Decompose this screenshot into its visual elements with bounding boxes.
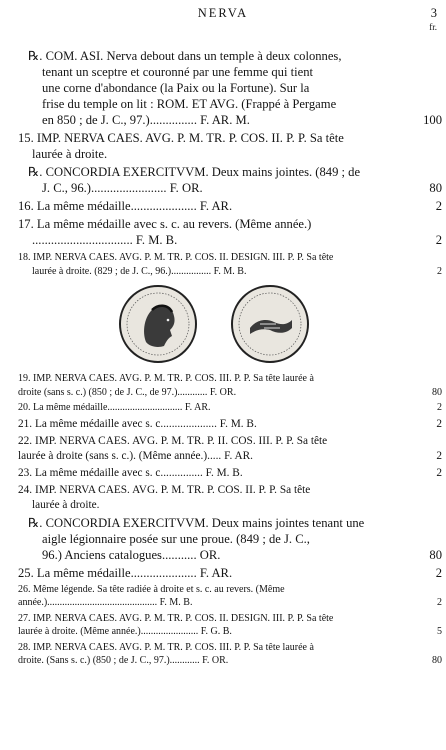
entry-line: laurée à droite. (829 ; de J. C., 96.)................ F. M. B. — [32, 265, 247, 277]
entry-line: ℞. COM. ASI. Nerva debout dans un temple à deux colonnes, — [28, 49, 342, 63]
entry-line: frise du temple on lit : ROM. ET AVG. (Frappé à Pergame — [42, 97, 337, 111]
catalog-entry — [18, 417, 442, 432]
entry-line: droite (sans s. c.) (850 ; de J. C., de 97.)............ F. OR. — [18, 386, 237, 398]
catalog-entry — [18, 48, 442, 128]
entry-price: 100 — [423, 113, 442, 127]
catalog-entry — [18, 164, 442, 196]
catalog-entry — [18, 198, 442, 214]
entry-line: J. C., 96.)........................ F. OR. — [42, 181, 203, 195]
entry-line: 20. La même médaille.............................. F. AR. — [18, 402, 211, 413]
entry-price: 2 — [437, 402, 442, 413]
catalog-entries — [18, 48, 442, 668]
entry-line: 26. Même légende. Sa tête radiée à droite et s. c. au revers. (Même — [18, 583, 285, 595]
entry-line: 27. IMP. NERVA CAES. AVG. P. M. TR. P. COS. II. DESIGN. III. P. P. Sa tête — [18, 612, 334, 624]
entry-line: 28. IMP. NERVA CAES. AVG. P. M. TR. P. COS. III. P. P. Sa tête laurée à — [18, 641, 314, 653]
catalog-entry — [18, 251, 442, 278]
entry-price: 80 — [432, 655, 442, 666]
entry-line: en 850 ; de J. C., 97.)............... F. AR. M. — [42, 113, 250, 127]
coin-obverse-image — [118, 284, 198, 364]
entry-price: 80 — [429, 547, 442, 562]
entry-line: ℞. CONCORDIA EXERCITVVM. Deux mains jointes. (849 ; de — [28, 165, 361, 179]
catalog-entry — [18, 565, 442, 581]
entry-price: 2 — [436, 466, 442, 479]
entry-price: 2 — [435, 565, 442, 580]
entry-line: laurée à droite. — [32, 147, 108, 161]
entry-line: aigle légionnaire posée sur une proue. (849 ; de J. C., — [42, 531, 310, 546]
catalog-entry — [18, 401, 442, 415]
page-title: NERVA — [197, 6, 249, 20]
entry-price: 5 — [437, 626, 442, 637]
entry-line: 17. La même médaille avec s. c. au revers. (Même année.) — [18, 217, 312, 231]
entry-line: 24. IMP. NERVA CAES. AVG. P. M. TR. P. COS. II. P. P. Sa tête — [18, 483, 311, 496]
catalog-entry — [18, 372, 442, 399]
entry-price: 2 — [437, 597, 442, 608]
entry-line: 18. IMP. NERVA CAES. AVG. P. M. TR. P. COS. II. DESIGN. III. P. P. Sa tête — [18, 252, 334, 263]
entry-line: 16. La même médaille..................... F. AR. — [18, 199, 233, 213]
catalog-entry — [18, 130, 394, 162]
entry-line: une corne d'abondance (la Paix ou la Fortune). Sur la — [42, 81, 310, 95]
coin-reverse-image — [230, 284, 310, 364]
entry-price: 2 — [436, 417, 442, 430]
catalog-entry — [18, 641, 442, 668]
entry-line: droite. (Sans s. c.) (850 ; de J. C., 97.)............ F. OR. — [18, 655, 229, 666]
entry-line: année.)............................................ F. M. B. — [18, 597, 193, 608]
entry-line: 25. La même médaille..................... F. AR. — [18, 565, 233, 580]
entry-line: 96.) Anciens catalogues........... OR. — [42, 547, 221, 562]
coin-illustration — [18, 284, 394, 366]
catalog-entry — [18, 483, 394, 513]
catalog-entry — [18, 466, 442, 481]
entry-line: ℞. CONCORDIA EXERCITVVM. Deux mains jointes tenant une — [28, 515, 365, 530]
entry-price: 2 — [435, 199, 442, 213]
catalog-entry — [18, 583, 442, 610]
currency-unit: fr. — [429, 22, 437, 32]
page-header — [0, 6, 446, 32]
entry-line: 23. La même médaille avec s. c............... F. M. B. — [18, 466, 243, 479]
entry-line: 15. IMP. NERVA CAES. AVG. P. M. TR. P. COS. II. P. P. Sa tête — [18, 131, 344, 145]
entry-price: 2 — [437, 265, 442, 277]
entry-line: 22. IMP. NERVA CAES. AVG. P. M. TR. P. II. COS. III. P. P. Sa tête — [18, 434, 328, 447]
page-number: 3 — [430, 6, 437, 20]
catalog-entry — [18, 434, 442, 464]
catalog-entry — [18, 216, 442, 248]
entry-price: 80 — [432, 386, 442, 398]
entry-line: ................................ F. M. B. — [32, 233, 178, 247]
entry-line: laurée à droite. (Même année.)....................... F. G. B. — [18, 626, 232, 637]
entry-price: 2 — [436, 449, 442, 462]
entry-price: 80 — [429, 181, 442, 195]
entry-line: 19. IMP. NERVA CAES. AVG. P. M. TR. P. COS. III. P. P. Sa tête laurée à — [18, 373, 314, 384]
entry-line: 21. La même médaille avec s. c.................... F. M. B. — [18, 417, 257, 430]
entry-price: 2 — [435, 233, 442, 247]
entry-line: laurée à droite (sans s. c.). (Même année.)..... F. AR. — [18, 449, 254, 462]
entry-line: tenant un sceptre et couronné par une femme qui tient — [42, 65, 314, 79]
catalog-entry — [18, 612, 442, 639]
catalog-entry — [18, 515, 442, 563]
entry-line: laurée à droite. — [32, 498, 100, 511]
